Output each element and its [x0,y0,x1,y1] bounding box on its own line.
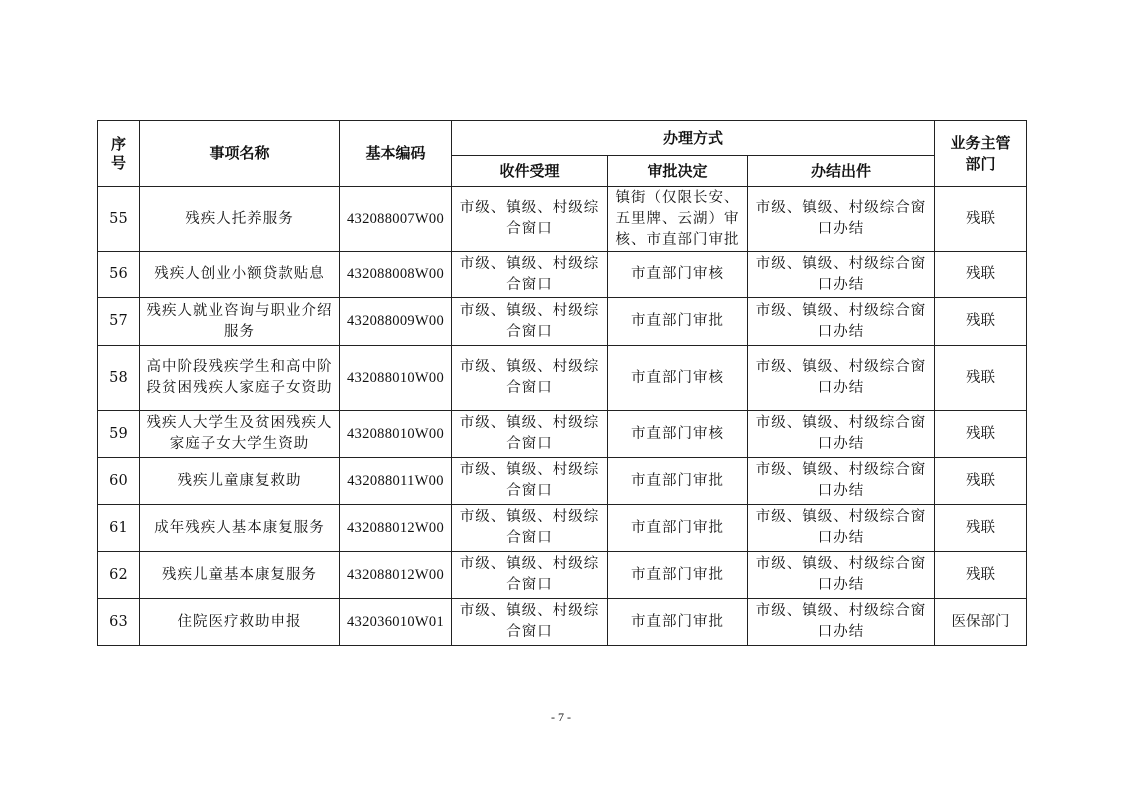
row-seq: 59 [98,411,140,458]
row-seq: 63 [98,599,140,646]
row-receive: 市级、镇级、村级综合窗口 [452,298,608,346]
row-code: 432088011W00 [340,458,452,505]
row-receive: 市级、镇级、村级综合窗口 [452,505,608,552]
row-name: 残疾人托养服务 [140,187,340,252]
header-deliver: 办结出件 [748,156,935,187]
row-approve: 市直部门审批 [608,552,748,599]
row-receive: 市级、镇级、村级综合窗口 [452,346,608,411]
header-receive: 收件受理 [452,156,608,187]
row-seq: 60 [98,458,140,505]
row-approve: 镇街（仅限长安、五里牌、云湖）审核、市直部门审批 [608,187,748,252]
table-row [98,505,1027,552]
row-name: 高中阶段残疾学生和高中阶段贫困残疾人家庭子女资助 [140,346,340,411]
matters-table [97,120,1027,646]
header-dept: 业务主管 部门 [935,121,1027,187]
row-seq: 56 [98,252,140,298]
row-deliver: 市级、镇级、村级综合窗口办结 [748,505,935,552]
row-dept: 残联 [935,411,1027,458]
row-dept: 残联 [935,505,1027,552]
row-name: 住院医疗救助申报 [140,599,340,646]
row-approve: 市直部门审核 [608,411,748,458]
row-name: 残疾儿童基本康复服务 [140,552,340,599]
header-seq: 序 号 [98,121,140,187]
row-approve: 市直部门审核 [608,252,748,298]
table-row [98,346,1027,411]
table-header [98,121,1027,187]
row-dept: 残联 [935,552,1027,599]
row-deliver: 市级、镇级、村级综合窗口办结 [748,298,935,346]
row-deliver: 市级、镇级、村级综合窗口办结 [748,458,935,505]
row-dept: 残联 [935,187,1027,252]
row-code: 432088009W00 [340,298,452,346]
row-seq: 61 [98,505,140,552]
row-code: 432088012W00 [340,552,452,599]
row-name: 残疾人创业小额贷款贴息 [140,252,340,298]
row-dept: 残联 [935,346,1027,411]
header-code: 基本编码 [340,121,452,187]
row-name: 残疾儿童康复救助 [140,458,340,505]
table-row [98,411,1027,458]
row-seq: 57 [98,298,140,346]
row-approve: 市直部门审核 [608,346,748,411]
row-code: 432036010W01 [340,599,452,646]
table-row [98,458,1027,505]
row-deliver: 市级、镇级、村级综合窗口办结 [748,411,935,458]
row-approve: 市直部门审批 [608,599,748,646]
row-seq: 62 [98,552,140,599]
row-receive: 市级、镇级、村级综合窗口 [452,552,608,599]
table-row [98,187,1027,252]
row-dept: 残联 [935,458,1027,505]
header-method: 办理方式 [452,121,935,156]
table-body [98,187,1027,646]
row-code: 432088012W00 [340,505,452,552]
row-receive: 市级、镇级、村级综合窗口 [452,411,608,458]
row-deliver: 市级、镇级、村级综合窗口办结 [748,187,935,252]
row-deliver: 市级、镇级、村级综合窗口办结 [748,599,935,646]
row-code: 432088007W00 [340,187,452,252]
row-deliver: 市级、镇级、村级综合窗口办结 [748,552,935,599]
page-number: - 7 - [551,710,571,724]
row-code: 432088010W00 [340,411,452,458]
header-approve: 审批决定 [608,156,748,187]
table-row [98,599,1027,646]
row-seq: 58 [98,346,140,411]
row-name: 成年残疾人基本康复服务 [140,505,340,552]
row-code: 432088010W00 [340,346,452,411]
row-approve: 市直部门审批 [608,505,748,552]
row-receive: 市级、镇级、村级综合窗口 [452,252,608,298]
row-dept: 医保部门 [935,599,1027,646]
table-row [98,552,1027,599]
row-dept: 残联 [935,252,1027,298]
row-receive: 市级、镇级、村级综合窗口 [452,458,608,505]
row-deliver: 市级、镇级、村级综合窗口办结 [748,346,935,411]
row-name: 残疾人大学生及贫困残疾人家庭子女大学生资助 [140,411,340,458]
row-name: 残疾人就业咨询与职业介绍服务 [140,298,340,346]
row-seq: 55 [98,187,140,252]
row-receive: 市级、镇级、村级综合窗口 [452,599,608,646]
table-row [98,252,1027,298]
row-deliver: 市级、镇级、村级综合窗口办结 [748,252,935,298]
table-row [98,298,1027,346]
row-dept: 残联 [935,298,1027,346]
row-approve: 市直部门审批 [608,298,748,346]
row-approve: 市直部门审批 [608,458,748,505]
row-code: 432088008W00 [340,252,452,298]
row-receive: 市级、镇级、村级综合窗口 [452,187,608,252]
header-name: 事项名称 [140,121,340,187]
